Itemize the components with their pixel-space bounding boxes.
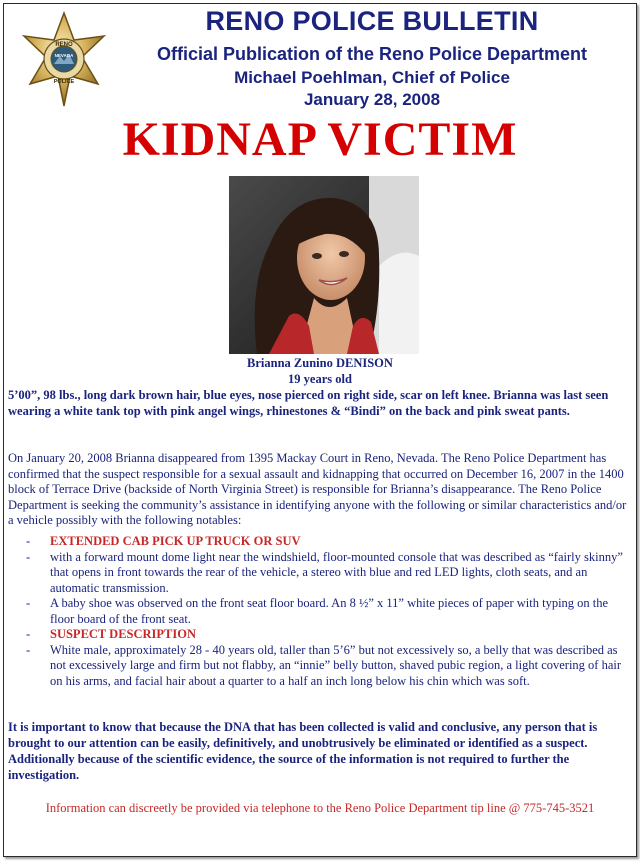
bulletin-title: RENO POLICE BULLETIN: [205, 6, 539, 36]
list-dash: -: [26, 549, 31, 564]
closing-paragraph: It is important to know that because the DNA that has been collected is valid and conclusive, any person that is brought to our attention can be easily, definitively, and unobtrusively be eliminated or identified as a suspect. Additionally because of the scientific evidence, the source of the information is not required to further the investigation.: [8, 720, 598, 782]
vehicle-heading: EXTENDED CAB PICK UP TRUCK OR SUV: [50, 534, 301, 548]
victim-description: 5’00”, 98 lbs., long dark brown hair, blue eyes, nose pierced on right side, scar on left knee. Brianna was last seen wearing a white tank top with pink angel wings, rhinestones & “Bindi” on the back and pink sweat pants.: [8, 388, 609, 418]
bulletin-subtitle: Official Publication of the Reno Police Department: [156, 44, 588, 64]
police-badge-icon: [16, 10, 112, 110]
suspect-heading: SUSPECT DESCRIPTION: [50, 627, 196, 641]
victim-age: 19 years old: [288, 372, 352, 386]
list-item: [26, 596, 634, 627]
bulletin-date: January 28, 2008: [303, 90, 441, 109]
list-dash: -: [26, 534, 31, 548]
chief-of-police: Michael Poehlman, Chief of Police: [234, 68, 510, 87]
badge-center-text: NEVADA: [54, 53, 74, 58]
badge-top-text: RENO: [55, 42, 73, 48]
list-item: [26, 534, 634, 550]
body-paragraph: On January 20, 2008 Brianna disappeared from 1395 Mackay Court in Reno, Nevada. The Reno Police Department has confirmed that the suspect responsible for a sexual assault and kidnapping that occurred on December 16, 2007 in the 1400 block of Terrace Drive (backside of North Virginia Street) is responsible for Brianna’s disappearance. The Reno Police Department is seeking the community’s assistance in identifying anyone with the following or similar characteristics and/or a vehicle possibly with the following notables:: [8, 451, 627, 527]
list-dash: -: [26, 642, 31, 657]
vehicle-detail: with a forward mount dome light near the windshield, floor-mounted console that was described as “fairly skinny” that opens in front towards the rear of the vehicle, a stereo with blue and red LED lights, cloth seats, and an automatic transmission.: [50, 549, 623, 595]
badge-bottom-text: POLICE: [53, 79, 75, 85]
list-dash: -: [26, 627, 31, 641]
victim-photo: [229, 176, 419, 354]
list-item: [26, 627, 634, 643]
list-item: [26, 550, 634, 597]
tip-line: Information can discreetly be provided via telephone to the Reno Police Department tip line @ 775-745-3521: [45, 801, 595, 815]
shoe-detail: A baby shoe was observed on the front seat floor board. An 8 ½” x 11” white pieces of paper with typing on the floor board of the front seat.: [50, 596, 609, 626]
headline: KIDNAP VICTIM: [122, 113, 518, 166]
list-dash: -: [26, 596, 31, 610]
suspect-detail: White male, approximately 28 - 40 years old, taller than 5’6” but not excessively so, a belly that was described as not excessively large and firm but not flabby, an “innie” belly button, shaved pubic region, a light covering of hair on his arms, and facial hair about a quarter to a half an inch long below his chin which was soft.: [50, 642, 622, 688]
list-item: [26, 643, 634, 690]
bulletin-page: [3, 3, 637, 857]
notables-list: [26, 534, 634, 689]
victim-name: Brianna Zunino DENISON: [247, 356, 393, 370]
